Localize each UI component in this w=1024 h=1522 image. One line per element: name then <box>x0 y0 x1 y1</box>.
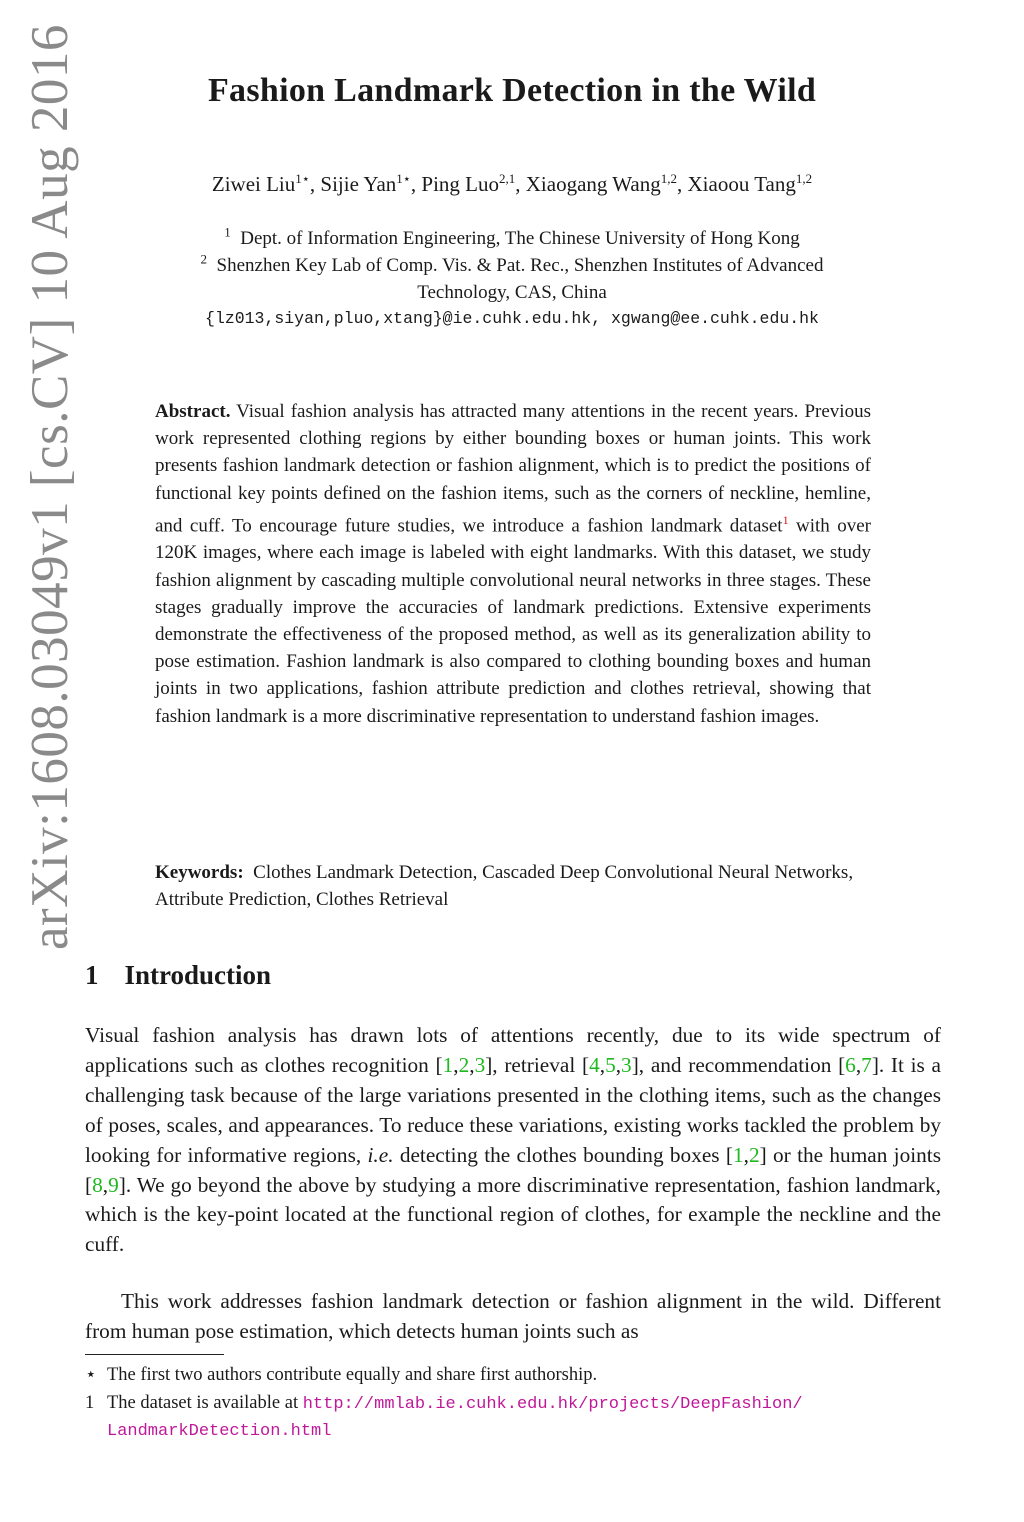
affiliation-mark: 1 <box>224 224 231 240</box>
citation-link[interactable]: 3 <box>621 1052 632 1077</box>
author-affil-mark: 2,1 <box>499 171 516 186</box>
paper-title: Fashion Landmark Detection in the Wild <box>207 72 817 109</box>
author-affil-mark: 1,2 <box>795 171 813 186</box>
author-affil-mark: 1⋆ <box>396 171 411 186</box>
author-list: Ziwei Liu$^{1⋆}$, Sijie Yan$^{1⋆}$, Ping Luo$^{2,1}$, Xiaogang Wang$^{1,2}$, Xiaoou Tang$^{1,2}$ <box>211 171 813 196</box>
citation-link[interactable]: 1 <box>442 1052 454 1077</box>
affiliation-1 <box>0 225 1024 252</box>
citation-link[interactable]: 2 <box>748 1142 760 1167</box>
footnote-mark: ⋆ <box>85 1365 97 1385</box>
intro-paragraph-1: Visual fashion analysis has drawn lots of attentions recently, due to its wide spectrum of applications such as clothes recognition [1,2,3], retrieval [4,5,3], and recommendation [6,7]. It is a challenging task because of the large variations presented in the clothing items, such as the changes of poses, scales, and appearances. To reduce these variations, existing works tackled the problem by looking for informative regions, i.e. detecting the clothes bounding boxes [1,2] or the human joints [8,9]. We go beyond the above by studying a more discriminative representation, fashion landmark, which is the key-point located at the functional region of clothes, for example the neckline and the cuff. <box>85 1023 942 1257</box>
keywords-text: Clothes Landmark Detection, Cascaded Deep Convolutional Neural Networks, Attribute Prediction, Clothes Retrieval <box>155 862 854 910</box>
dataset-url-link-cont[interactable]: LandmarkDetection.html <box>107 1422 332 1441</box>
footnote-divider <box>85 1354 224 1355</box>
citation-link[interactable]: 1 <box>733 1142 744 1167</box>
section-heading <box>85 960 271 991</box>
abstract-text-cont: with over 120K images, where each image is labeled with eight landmarks. With this dataset, we study fashion alignment by cascading multiple convolutional neural networks in three stages. These stages gradually improve the accuracies of landmark predictions. Extensive experiments demonstrate the effectiveness of the proposed method, as well as its generalization ability to pose estimation. Fashion landmark is also compared to clothing bounding boxes and human joints in two applications, fashion attribute prediction and clothes retrieval, showing that fashion landmark is a more discriminative representation to understand fashion images. <box>155 515 872 727</box>
citation-link[interactable]: 3 <box>474 1052 486 1077</box>
affiliation-mark: 2 <box>200 251 208 267</box>
abstract <box>155 398 871 730</box>
abstract-label: Abstract. <box>155 401 231 422</box>
author-affil-mark: 1⋆ <box>295 171 310 186</box>
keywords-label: Keywords: <box>155 862 244 883</box>
author-name: Ping Luo <box>421 172 500 196</box>
footnote-text: The first two authors contribute equally and share first authorship. <box>107 1365 598 1385</box>
citation-link[interactable]: 9 <box>108 1172 119 1197</box>
keywords <box>155 859 875 913</box>
arxiv-identifier: arXiv:1608.03049v1 [cs.CV] 10 Aug 2016 <box>21 24 79 950</box>
author-emails: {lz013,siyan,pluo,xtang}@ie.cuhk.edu.hk, xgwang@ee.cuhk.edu.hk <box>205 309 819 328</box>
section-number: 1 <box>85 960 99 990</box>
author-name: Xiaogang Wang <box>525 172 661 196</box>
citation-link[interactable]: 4 <box>589 1052 600 1077</box>
citation-link[interactable]: 7 <box>861 1052 872 1077</box>
dataset-url-link[interactable]: http://mmlab.ie.cuhk.edu.hk/projects/DeepFashion/ <box>302 1395 803 1414</box>
footnote-2-cont <box>85 1417 967 1445</box>
citation-link[interactable]: 6 <box>845 1052 856 1077</box>
affiliation-2-cont <box>0 279 1024 306</box>
citation-link[interactable]: 5 <box>605 1052 616 1077</box>
author-affil-mark: 1,2 <box>660 171 677 186</box>
affiliation-2 <box>0 252 1024 279</box>
footnote-mark: 1 <box>85 1393 95 1413</box>
footnote-2 <box>85 1390 945 1418</box>
section-title: Introduction <box>124 960 272 990</box>
intro-paragraph-2: This work addresses fashion landmark detection or fashion alignment in the wild. Different from human pose estimation, which detects human joints such as <box>85 1289 941 1343</box>
footnote-text: The dataset is available at <box>107 1393 303 1413</box>
abstract-text: Visual fashion analysis has attracted many attentions in the recent years. Previous work represented clothing regions by either bounding boxes or human joints. This work presents fashion landmark detection or fashion alignment, which is to predict the positions of functional key points defined on the fashion items, such as the corners of neckline, hemline, and cuff. To encourage future studies, we introduce a fashion landmark dataset <box>155 401 871 537</box>
affiliation-text: Shenzhen Key Lab of Comp. Vis. & Pat. Rec., Shenzhen Institutes of Advanced <box>216 255 824 276</box>
affiliation-text: Technology, CAS, China <box>417 282 607 303</box>
citation-link[interactable]: 8 <box>92 1172 103 1197</box>
footnote-1 <box>85 1362 945 1389</box>
footnote-mark-link[interactable]: 1 <box>782 512 789 527</box>
author-name: Sijie Yan <box>320 172 397 196</box>
author-name: Xiaoou Tang <box>687 172 796 196</box>
affiliation-text: Dept. of Information Engineering, The Chinese University of Hong Kong <box>240 228 800 249</box>
citation-link[interactable]: 2 <box>458 1052 470 1077</box>
author-name: Ziwei Liu <box>211 172 296 196</box>
